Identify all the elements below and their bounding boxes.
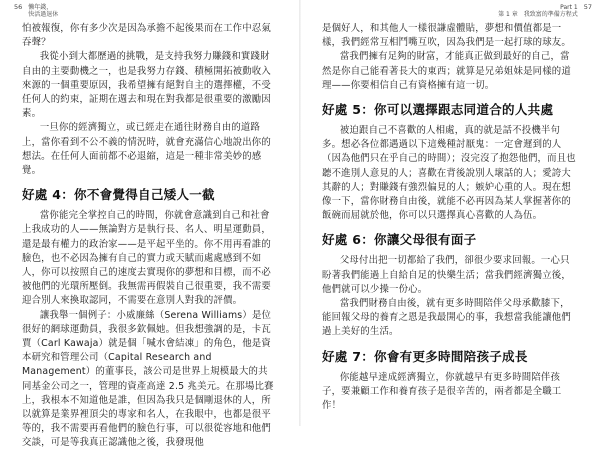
left-running-head xyxy=(14,4,58,18)
heading-benefit-6: 好處 6：你讓父母很有面子 xyxy=(322,232,477,248)
right-body-text xyxy=(322,22,578,413)
right-running-head xyxy=(498,4,592,18)
right-page xyxy=(300,0,600,426)
heading-benefit-5: 好處 5：你可以選擇跟志同道合的人共處 xyxy=(322,102,554,118)
right-paragraph-4: 父母付出把一切都給了我們，卻很少要求回報。一心只盼著我們能過上自給自足的快樂生活；當我們經濟獨立後，他們就可以少操一份心。 xyxy=(322,255,571,295)
left-paragraph-5: 讓我舉一個例子：小威廉絲（Serena Williams）是位很好的網球運動員，我很多欽佩她。但我想強調的是，卡瓦賈（Carl Kawaja）就是個「喊水會結凍」的角色，他是資本研究和管理公司（Capital Research and Management）的董事長，該公司是世界上規模最大的共同基金公司之一，管理的資產高達 2.5 兆美元。在那場比賽上，我根本不知道他是誰，但因為我只是個剛退休的人，所以就算是業界裡頂尖的專家和名人，在我眼中，也都是很平等的，我不需要再看他們的臉色行事，可以很從容地和他們交談，可是等我真正認識他之後，我發現他 xyxy=(22,309,274,449)
left-paragraph-4: 當你能完全掌控自己的時間，你就會意識到自己和社會上我成功的人——無論對方是執行長、名人、明星運動員，還是最有權力的政治家——是平起平坐的。你不用再看誰的臉色，也不必因為擁有自己的實力或天賦而處處感到不如人，你可以按照自己的速度去實現你的夢想和目標，而不必被他們的光環所壓倒。我無需再假裝自己很重要，我不需要迎合別人來換取認同，不需要在意別人對我的評價。 xyxy=(22,210,271,307)
heading-benefit-7: 好處 7：你會有更多時間陪孩子成長 xyxy=(322,348,528,364)
right-chapter-label: 第 1 章 我致富的準備方程式 xyxy=(498,11,578,18)
right-paragraph-6: 你能越早達成經濟獨立，你就越早有更多時間陪伴孩子，要兼顧工作和養育孩子是很辛苦的，兩者都是全職工作！ xyxy=(322,371,562,412)
right-paragraph-1: 是個好人，和其他人一樣很謙虛體貼，夢想和價值都是一樣，我們經常互相鬥嘴互吹，因為我們是一起打球的球友。 xyxy=(322,23,571,49)
right-page-number: 57 xyxy=(583,3,592,11)
left-body-text xyxy=(22,22,276,451)
right-part-label: Part 1 xyxy=(560,4,578,11)
left-running-head-line-2: 快活過退休 xyxy=(28,11,59,18)
left-page-number: 56 xyxy=(14,3,23,11)
left-page xyxy=(0,0,300,449)
heading-benefit-4: 好處 4：你不會覺得自己矮人一截 xyxy=(22,187,215,203)
left-running-head-line-1: 懶年錢， xyxy=(28,4,53,11)
left-paragraph-1: 怕被報復，你有多少次是因為承擔不起後果而在工作中忍氣吞聲？ xyxy=(22,23,271,49)
left-paragraph-2: 我從小到大都歷過的挑戰，是支持我努力賺錢和實踐財自由的主要動機之一，也是我努力存錢、積極開拓被動收入來源的一個重要原因，我希望擁有絕對自主的選擇權，不受任何人的約束，証期在週去和現在對我都是很重要的激勵因素。 xyxy=(22,51,271,120)
left-paragraph-3: 一旦你的經濟獨立，或已經走在通往財務自由的道路上，當你看到不公不義的情況時，就會充滿信心地說出你的想法。在任何人面前都不必退縮，這是一種非常美妙的感覺。 xyxy=(22,122,271,177)
right-paragraph-5: 當我們財務自由後，就有更多時間陪伴父母承歡膝下，能回報父母的養育之恩是我最開心的事，我想當我能讓他們過上美好的生活。 xyxy=(322,298,571,338)
right-paragraph-3: 被迫跟自己不喜歡的人相處，真的就是話不投機半句多。想必各位都遇過以下這幾種討厭鬼：一定會遲到的人（因為他們只在乎自己的時間）；沒完沒了抱怨他們，而且也聽不進別人意見的人；喜歡在背後說別人壞話的人；愛誇大其辭的人；對賺錢有強烈偏見的人；嫉妒心重的人。現在想像一下，當你財務自由後，就能不必再因為某人掌握著你的飯碗而屈就於他，你可以只選擇真心喜歡的人為伍。 xyxy=(322,125,576,222)
right-paragraph-2: 當我們擁有足夠的財富，才能真正做到最好的自己，當然是你自己能看著長大的東西；就算是兄弟姐妹是同樣的道理——你要相信自己有資格擁有這一切。 xyxy=(322,51,571,91)
